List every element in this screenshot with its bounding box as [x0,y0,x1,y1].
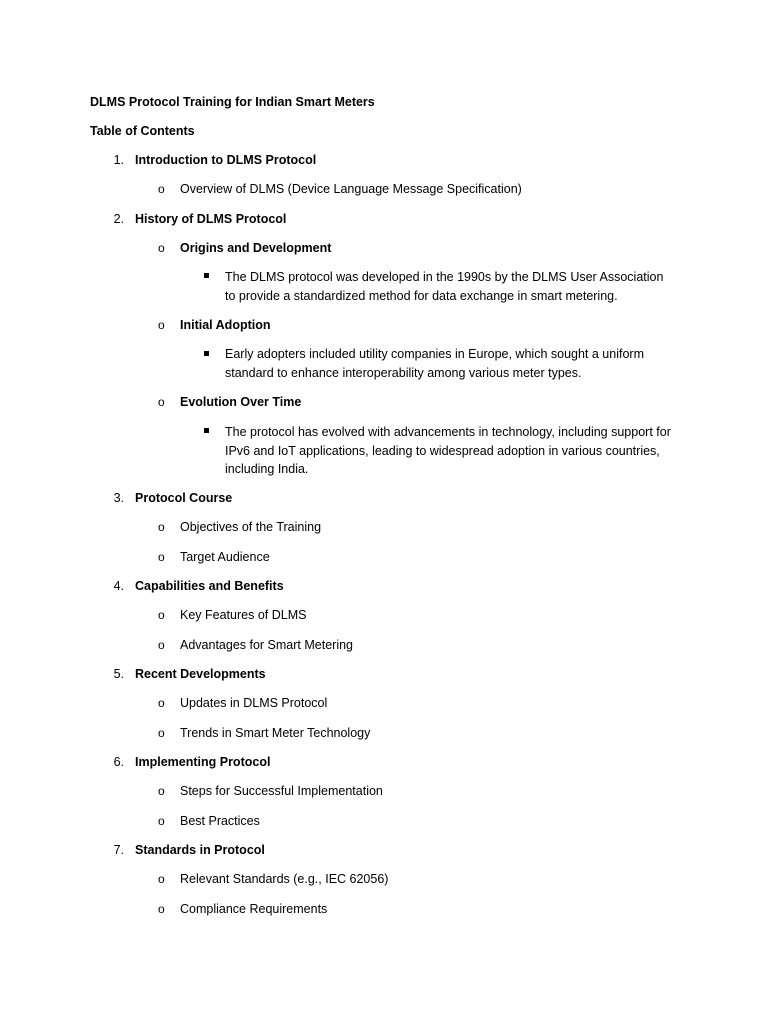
subsection-detail: Early adopters included utility companies in Europe, which sought a uniform standard to enhance interoperability among various meter types. [225,347,644,380]
list-item: Trends in Smart Meter Technology [180,726,371,740]
section-title: History of DLMS Protocol [135,212,287,226]
bullet-marker: o [158,814,165,828]
list-item: Overview of DLMS (Device Language Message Specification) [180,182,522,196]
list-item: Updates in DLMS Protocol [180,696,328,710]
document-title: DLMS Protocol Training for Indian Smart Meters [90,95,375,109]
subsection-title: Initial Adoption [180,318,271,332]
bullet-marker: o [158,902,165,916]
section-number: 3. [113,491,124,505]
section-title: Implementing Protocol [135,755,271,769]
square-bullet-icon [204,273,209,278]
subsection-title: Evolution Over Time [180,395,302,409]
list-item: Best Practices [180,814,260,828]
list-item: Relevant Standards (e.g., IEC 62056) [180,872,389,886]
subsection-detail: The DLMS protocol was developed in the 1990s by the DLMS User Association to provide a standardized method for data exchange in smart metering. [225,270,664,303]
bullet-marker: o [158,872,165,886]
section-title: Protocol Course [135,491,233,505]
bullet-marker: o [158,318,165,332]
section-number: 1. [113,153,124,167]
bullet-marker: o [158,520,165,534]
section-number: 2. [113,212,124,226]
list-item: Key Features of DLMS [180,608,307,622]
list-item: Advantages for Smart Metering [180,638,353,652]
section-title: Standards in Protocol [135,843,265,857]
subsection-title: Origins and Development [180,241,332,255]
list-item: Steps for Successful Implementation [180,784,383,798]
bullet-marker: o [158,182,165,196]
bullet-marker: o [158,608,165,622]
bullet-marker: o [158,638,165,652]
section-title: Recent Developments [135,667,266,681]
section-title: Introduction to DLMS Protocol [135,153,317,167]
list-item: Objectives of the Training [180,520,322,534]
section-number: 6. [113,755,124,769]
bullet-marker: o [158,395,165,409]
section-number: 4. [113,579,124,593]
bullet-marker: o [158,784,165,798]
subsection-detail: The protocol has evolved with advancements in technology, including support for IPv6 and IoT applications, leading to widespread adoption in various countries, including India. [225,425,671,476]
square-bullet-icon [204,428,209,433]
bullet-marker: o [158,550,165,564]
bullet-marker: o [158,726,165,740]
toc-heading: Table of Contents [90,124,195,138]
section-number: 5. [113,667,124,681]
list-item: Target Audience [180,550,270,564]
list-item: Compliance Requirements [180,902,328,916]
bullet-marker: o [158,241,165,255]
section-number: 7. [113,843,124,857]
square-bullet-icon [204,351,209,356]
bullet-marker: o [158,696,165,710]
section-title: Capabilities and Benefits [135,579,284,593]
